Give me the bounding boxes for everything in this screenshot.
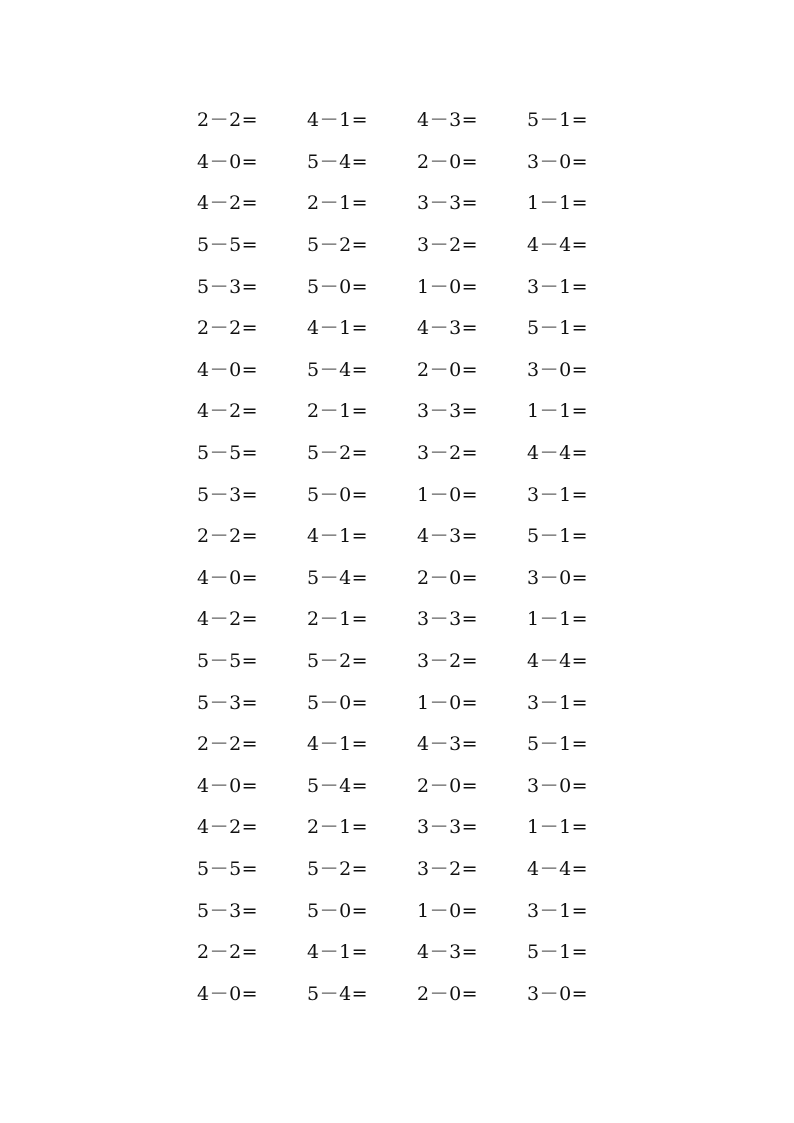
subtraction-problem: 3－0= [527, 774, 589, 797]
subtraction-problem: 4－0= [197, 358, 259, 381]
problem-row [197, 474, 637, 516]
problem-row [197, 350, 637, 392]
subtraction-problem: 3－2= [417, 442, 479, 465]
subtraction-problem: 1－1= [527, 192, 589, 215]
subtraction-problem: 2－0= [417, 150, 479, 173]
subtraction-problem: 4－0= [197, 982, 259, 1005]
subtraction-problem: 4－1= [307, 109, 369, 132]
problem-row [197, 973, 637, 1015]
problem-row [197, 807, 637, 849]
subtraction-problem: 4－2= [197, 608, 259, 631]
subtraction-problem: 5－3= [197, 483, 259, 506]
subtraction-problem: 4－3= [417, 317, 479, 340]
problem-row [197, 183, 637, 225]
subtraction-problem: 3－0= [527, 358, 589, 381]
subtraction-problem: 5－4= [307, 358, 369, 381]
subtraction-problem: 4－3= [417, 109, 479, 132]
subtraction-problem: 4－4= [527, 442, 589, 465]
problem-row [197, 932, 637, 974]
subtraction-problem: 4－4= [527, 650, 589, 673]
subtraction-problem: 5－5= [197, 442, 259, 465]
subtraction-problem: 3－3= [417, 816, 479, 839]
subtraction-problem: 5－2= [307, 857, 369, 880]
problem-row [197, 766, 637, 808]
subtraction-problem: 3－0= [527, 150, 589, 173]
subtraction-problem: 2－1= [307, 192, 369, 215]
subtraction-problem: 4－0= [197, 566, 259, 589]
subtraction-problem: 2－1= [307, 816, 369, 839]
subtraction-problem: 1－0= [417, 899, 479, 922]
subtraction-problem: 5－4= [307, 982, 369, 1005]
subtraction-problem: 3－0= [527, 982, 589, 1005]
subtraction-problem: 2－2= [197, 525, 259, 548]
problem-row [197, 599, 637, 641]
subtraction-problem: 5－2= [307, 442, 369, 465]
subtraction-problem: 2－2= [197, 109, 259, 132]
subtraction-problem: 5－0= [307, 691, 369, 714]
subtraction-problem: 5－2= [307, 650, 369, 673]
subtraction-problem: 4－1= [307, 525, 369, 548]
subtraction-problem: 3－1= [527, 691, 589, 714]
subtraction-problem: 5－0= [307, 899, 369, 922]
subtraction-problem: 5－0= [307, 483, 369, 506]
problem-row [197, 558, 637, 600]
subtraction-problem: 5－2= [307, 234, 369, 257]
problem-grid [197, 100, 637, 1015]
subtraction-problem: 4－2= [197, 192, 259, 215]
subtraction-problem: 4－2= [197, 400, 259, 423]
problem-row [197, 225, 637, 267]
subtraction-problem: 1－1= [527, 400, 589, 423]
subtraction-problem: 5－4= [307, 150, 369, 173]
subtraction-problem: 5－3= [197, 691, 259, 714]
subtraction-problem: 2－2= [197, 317, 259, 340]
subtraction-problem: 2－1= [307, 400, 369, 423]
subtraction-problem: 5－0= [307, 275, 369, 298]
subtraction-problem: 2－0= [417, 774, 479, 797]
subtraction-problem: 5－5= [197, 234, 259, 257]
subtraction-problem: 2－1= [307, 608, 369, 631]
subtraction-problem: 5－5= [197, 650, 259, 673]
problem-row [197, 516, 637, 558]
subtraction-problem: 4－3= [417, 733, 479, 756]
subtraction-problem: 3－1= [527, 275, 589, 298]
subtraction-problem: 4－0= [197, 774, 259, 797]
subtraction-problem: 5－4= [307, 566, 369, 589]
subtraction-problem: 1－1= [527, 816, 589, 839]
subtraction-problem: 2－0= [417, 566, 479, 589]
problem-row [197, 433, 637, 475]
problem-row [197, 849, 637, 891]
subtraction-problem: 3－2= [417, 234, 479, 257]
problem-row [197, 308, 637, 350]
problem-row [197, 266, 637, 308]
subtraction-problem: 4－2= [197, 816, 259, 839]
subtraction-problem: 4－3= [417, 525, 479, 548]
subtraction-problem: 5－1= [527, 941, 589, 964]
subtraction-problem: 3－3= [417, 192, 479, 215]
problem-row [197, 682, 637, 724]
subtraction-problem: 2－2= [197, 733, 259, 756]
subtraction-problem: 2－0= [417, 358, 479, 381]
subtraction-problem: 4－4= [527, 234, 589, 257]
subtraction-problem: 3－3= [417, 608, 479, 631]
subtraction-problem: 5－5= [197, 857, 259, 880]
subtraction-problem: 3－2= [417, 857, 479, 880]
problem-row [197, 890, 637, 932]
subtraction-problem: 4－3= [417, 941, 479, 964]
subtraction-problem: 4－4= [527, 857, 589, 880]
subtraction-problem: 3－2= [417, 650, 479, 673]
subtraction-problem: 3－0= [527, 566, 589, 589]
subtraction-problem: 1－0= [417, 691, 479, 714]
subtraction-problem: 2－2= [197, 941, 259, 964]
subtraction-problem: 4－1= [307, 941, 369, 964]
subtraction-problem: 1－1= [527, 608, 589, 631]
problem-row [197, 724, 637, 766]
subtraction-problem: 1－0= [417, 483, 479, 506]
subtraction-problem: 2－0= [417, 982, 479, 1005]
problem-row [197, 142, 637, 184]
subtraction-problem: 5－3= [197, 899, 259, 922]
subtraction-problem: 4－0= [197, 150, 259, 173]
problem-row [197, 641, 637, 683]
subtraction-problem: 3－1= [527, 899, 589, 922]
subtraction-problem: 5－3= [197, 275, 259, 298]
subtraction-problem: 3－1= [527, 483, 589, 506]
subtraction-problem: 5－1= [527, 525, 589, 548]
problem-row [197, 391, 637, 433]
subtraction-problem: 3－3= [417, 400, 479, 423]
subtraction-problem: 5－1= [527, 733, 589, 756]
subtraction-problem: 5－1= [527, 317, 589, 340]
subtraction-problem: 4－1= [307, 317, 369, 340]
problem-row [197, 100, 637, 142]
subtraction-problem: 5－1= [527, 109, 589, 132]
subtraction-problem: 1－0= [417, 275, 479, 298]
subtraction-problem: 4－1= [307, 733, 369, 756]
subtraction-problem: 5－4= [307, 774, 369, 797]
